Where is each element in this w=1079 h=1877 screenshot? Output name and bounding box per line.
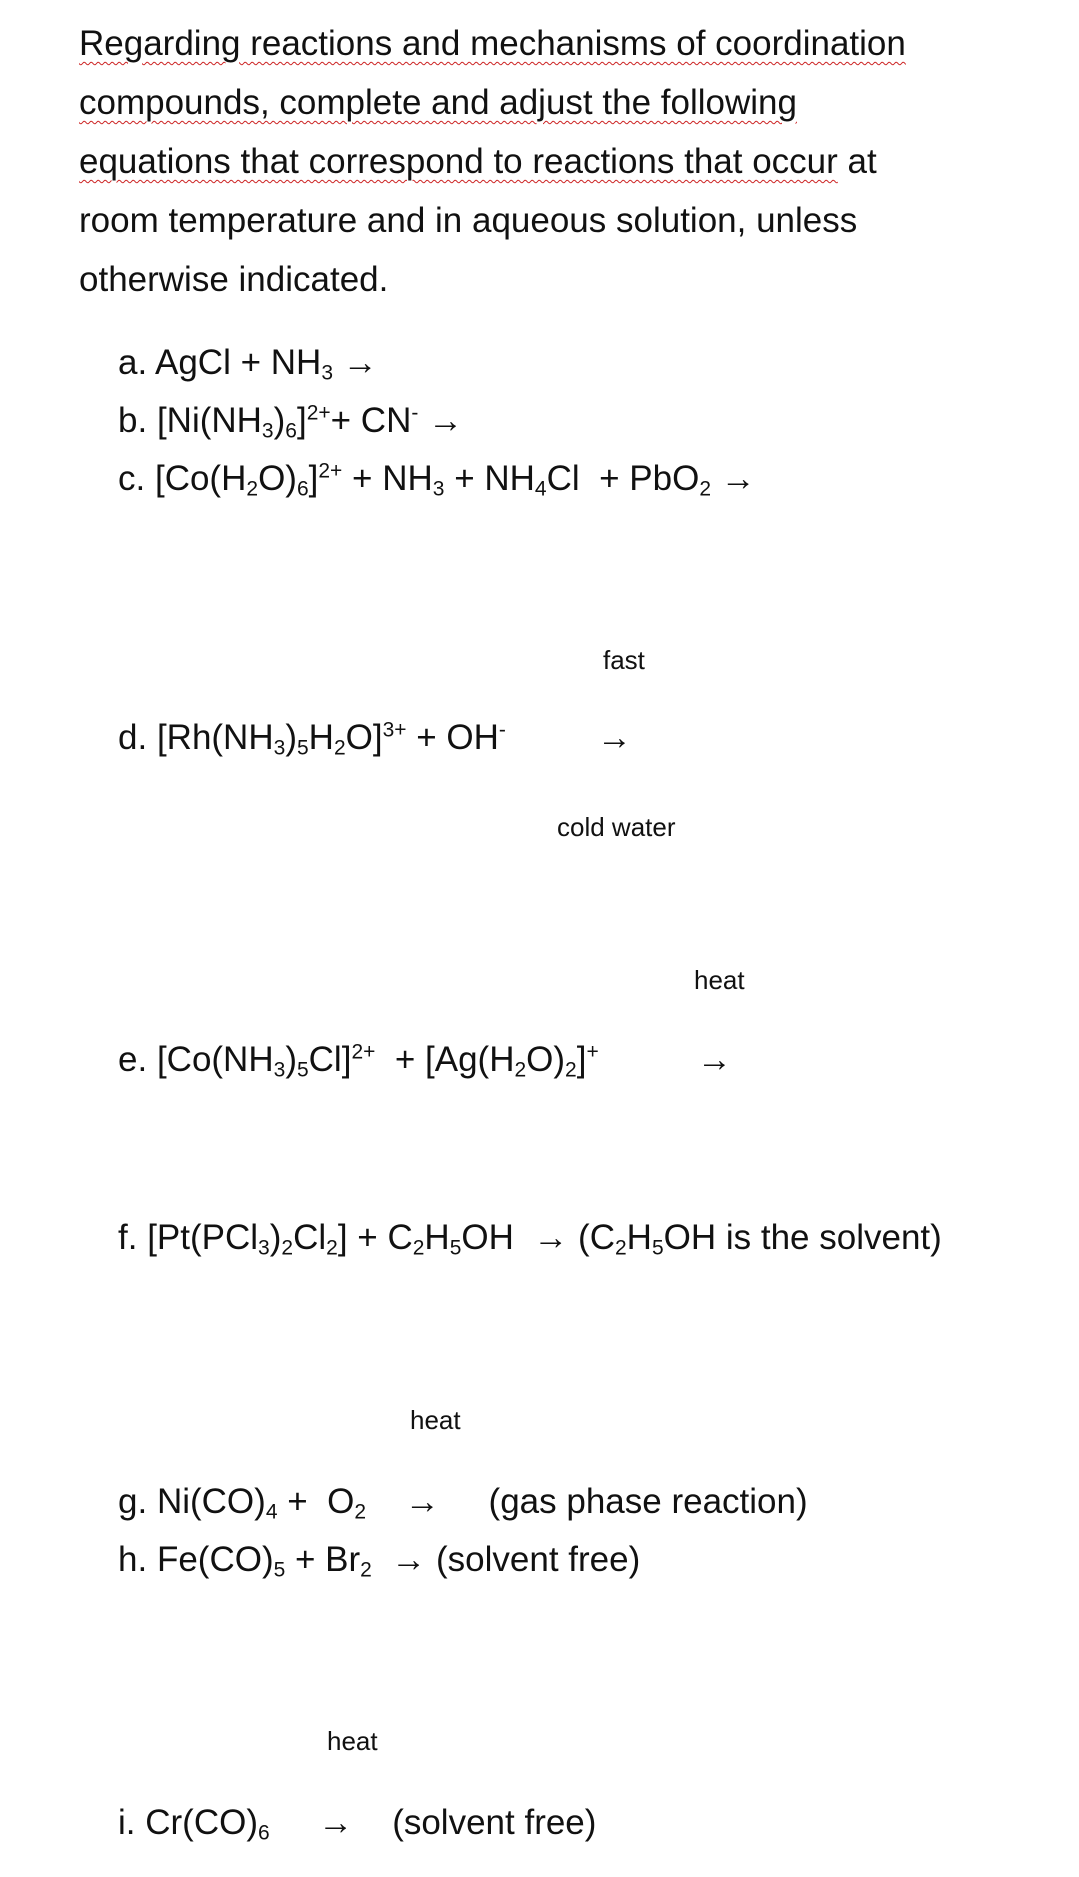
equation-b [118,401,463,443]
intro-line-2: compounds, complete and adjust the following [79,83,797,122]
equation-d-condition-above: fast [603,645,645,675]
equation-d [118,718,506,760]
equation-i-text: $Cr(CO)_6$ → (solvent free) [145,1803,597,1845]
equation-a [118,343,378,385]
equation-g-text: $Ni(CO)_4 + O_2$ → (gas phase reaction) [156,1482,808,1524]
equation-e-arrow: → [697,1040,732,1079]
equation-h-text: $Fe(CO)_5 + Br_2$ → (solvent free) [156,1540,641,1582]
intro-line-4: room temperature and in aqueous solution, unless [79,201,858,240]
equation-e-text: $[Co(NH_3)_5Cl]^{2+} + [Ag(H_2O)_2]^+$ [156,1040,599,1082]
equation-f [118,1218,942,1260]
equation-d-text: $[Rh(NH_3)_5H_2O]^{3+} + OH^-$ [156,718,506,760]
equation-f-label: f. [118,1218,138,1257]
equation-d-label: d. [118,718,148,757]
equation-b-text: $[Ni(NH_3)_6]^{2+}+ CN^-$ → [156,401,464,443]
equation-a-text: AgCl + $NH_3$ → [155,343,378,385]
intro-line-1: Regarding reactions and mechanisms of coordination [79,24,906,63]
equation-c-label: c. [118,459,146,498]
equation-c-text: $[Co(H_2O)_6]^{2+} + NH_3 + NH_4Cl + PbO_2$ → [154,459,756,501]
equation-b-label: b. [118,401,148,440]
instructions [79,14,1009,309]
equation-h-label: h. [118,1540,148,1579]
equation-e-label: e. [118,1040,148,1079]
equation-e-condition-above: heat [694,965,745,995]
equation-i-condition-above: heat [327,1726,378,1756]
equation-d-condition-below: cold water [557,812,676,842]
equation-c [118,459,756,501]
intro-line-3: equations that correspond to reactions that occur at [79,142,877,181]
equation-a-label: a. [118,343,148,382]
equation-g-label: g. [118,1482,148,1521]
equation-d-arrow: → [597,718,632,757]
equation-i-label: i. [118,1803,136,1842]
equation-e [118,1040,599,1082]
equation-g [118,1482,808,1524]
equation-h [118,1540,640,1582]
equation-f-text: $[Pt(PCl_3)_2Cl_2] + C_2H_5OH \to (C_2H_5OH$ is the solvent) [147,1218,942,1260]
intro-line-5: otherwise indicated. [79,260,389,299]
equation-g-condition-above: heat [410,1405,461,1435]
equation-i [118,1803,596,1845]
